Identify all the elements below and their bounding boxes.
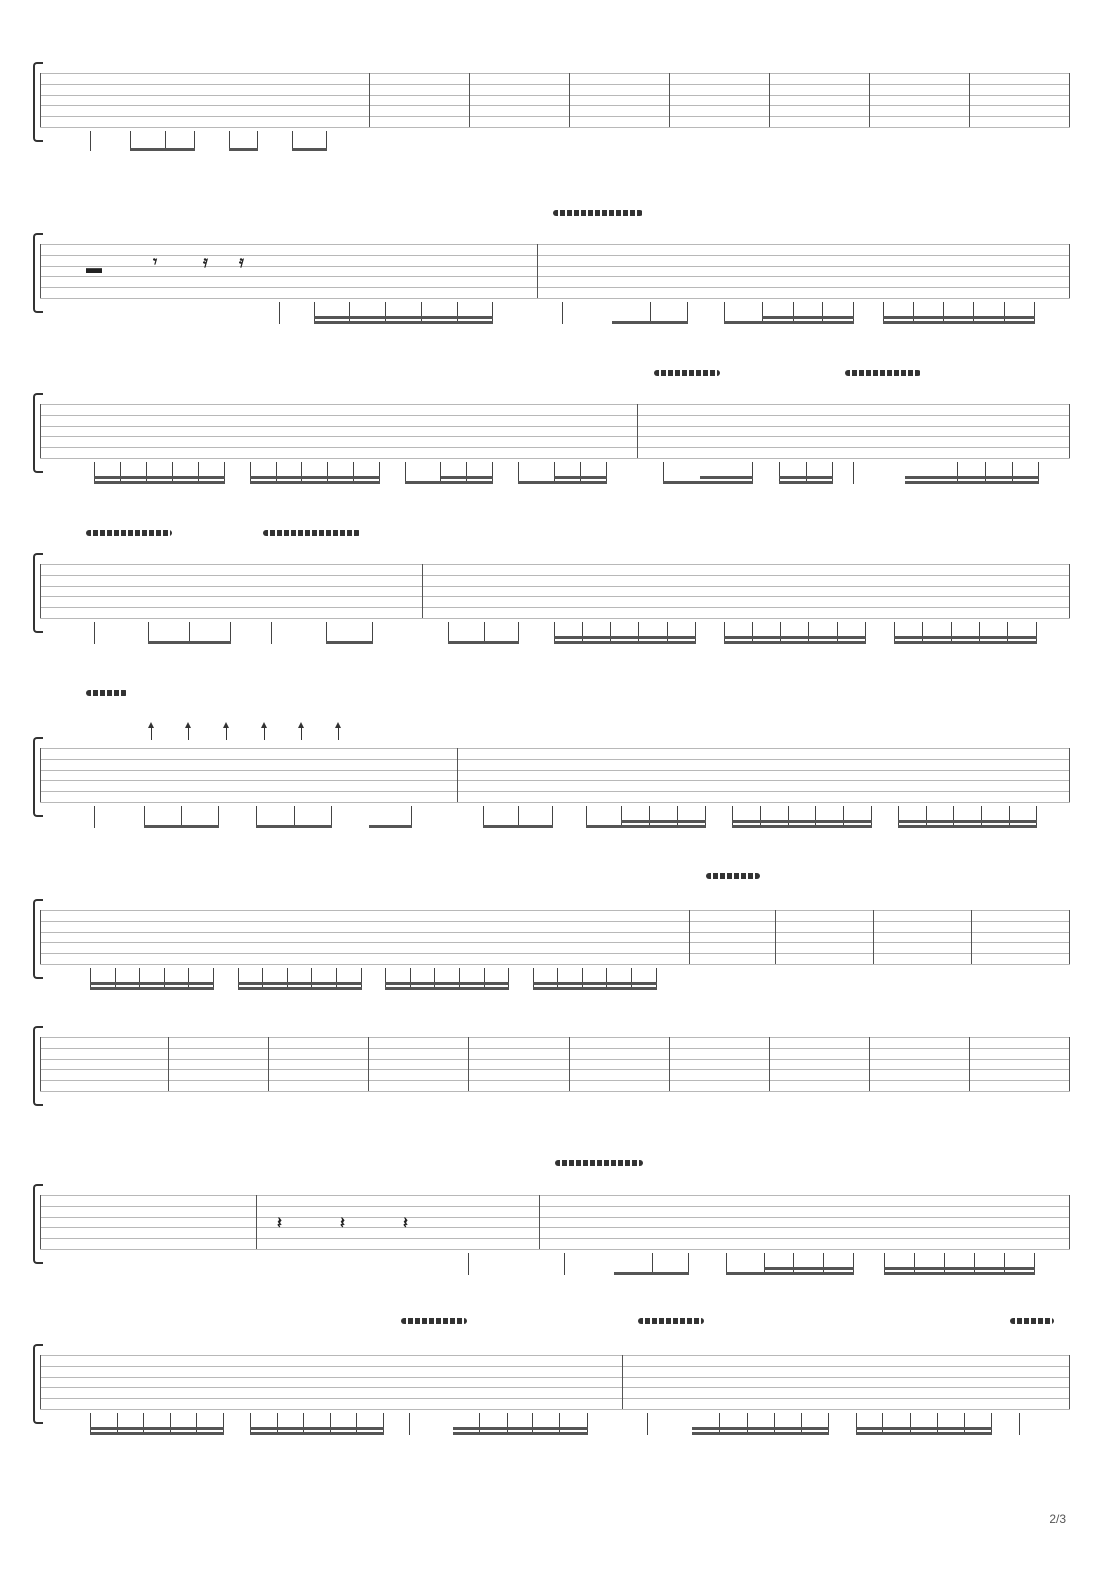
note-beam	[614, 1272, 689, 1275]
note-beam	[533, 982, 657, 985]
note-beam	[732, 825, 872, 828]
vibrato-mark	[86, 530, 172, 536]
staff-line	[40, 607, 1070, 608]
staff-line	[40, 1227, 1070, 1228]
barline	[569, 73, 570, 127]
note-beam	[90, 982, 214, 985]
note-beam	[250, 476, 380, 479]
note-beam	[250, 1432, 384, 1435]
note-beam	[130, 148, 195, 151]
barline	[368, 1037, 369, 1091]
staff-line	[40, 942, 1070, 943]
bend-arrow	[151, 724, 152, 740]
note-beam	[326, 641, 373, 644]
note-stem	[94, 622, 95, 644]
note-beam	[884, 1267, 1035, 1270]
note-beam	[256, 825, 332, 828]
quarter-rest: 𝄽	[403, 1215, 408, 1232]
staff-line	[40, 759, 1070, 760]
barline-start	[40, 1195, 41, 1249]
note-stem	[647, 1413, 648, 1435]
staff-line	[40, 1048, 1070, 1049]
barline-end	[1069, 564, 1070, 618]
note-stem	[409, 1413, 410, 1435]
barline-start	[40, 73, 41, 127]
staff-line	[40, 618, 1070, 619]
note-beam	[554, 481, 607, 484]
note-beam	[724, 641, 866, 644]
note-stem	[468, 1253, 469, 1275]
note-beam	[90, 1432, 224, 1435]
note-stem	[564, 1253, 565, 1275]
staff-brace	[33, 1184, 43, 1264]
staff-line	[40, 276, 1070, 277]
note-beam	[732, 820, 872, 823]
eighth-rest: 𝄾	[153, 254, 158, 271]
staff-line	[40, 1091, 1070, 1092]
note-beam	[385, 982, 509, 985]
note-beam	[621, 825, 706, 828]
staff-brace	[33, 1026, 43, 1106]
note-stem	[853, 462, 854, 484]
staff-line	[40, 791, 1070, 792]
staff-line	[40, 84, 1070, 85]
staff-line	[40, 458, 1070, 459]
barline	[168, 1037, 169, 1091]
note-beam	[724, 636, 866, 639]
note-beam	[762, 316, 854, 319]
note-beam	[453, 1427, 588, 1430]
staff-line	[40, 1249, 1070, 1250]
staff-line	[40, 1355, 1070, 1356]
barline	[669, 1037, 670, 1091]
staff-line	[40, 244, 1070, 245]
vibrato-mark	[555, 1160, 643, 1166]
barline	[569, 1037, 570, 1091]
note-beam	[856, 1427, 992, 1430]
barline	[537, 244, 538, 298]
note-stem	[90, 131, 91, 151]
barline	[969, 1037, 970, 1091]
staff-line	[40, 1387, 1070, 1388]
staff-line	[40, 1398, 1070, 1399]
barline	[769, 73, 770, 127]
barline	[468, 1037, 469, 1091]
bend-arrow	[301, 724, 302, 740]
half-rest: ▬	[86, 260, 102, 277]
staff-line	[40, 1409, 1070, 1410]
barline-end	[1069, 1355, 1070, 1409]
staff-line	[40, 73, 1070, 74]
staff-line	[40, 780, 1070, 781]
barline	[539, 1195, 540, 1249]
note-beam	[554, 641, 696, 644]
barline-start	[40, 404, 41, 458]
staff-line	[40, 436, 1070, 437]
bend-arrow	[264, 724, 265, 740]
note-beam	[238, 987, 362, 990]
note-beam	[764, 1267, 854, 1270]
note-beam	[94, 481, 225, 484]
note-beam	[692, 1432, 829, 1435]
vibrato-mark	[706, 873, 760, 879]
staff-line	[40, 266, 1070, 267]
page-number: 2/3	[1049, 1512, 1066, 1526]
note-beam	[90, 987, 214, 990]
note-beam	[883, 316, 1035, 319]
barline-start	[40, 564, 41, 618]
note-beam	[314, 321, 493, 324]
sixteenth-rest: 𝄿	[239, 254, 244, 271]
note-beam	[905, 476, 1039, 479]
note-beam	[898, 825, 1037, 828]
note-beam	[779, 481, 833, 484]
barline-start	[40, 1037, 41, 1091]
note-beam	[385, 987, 509, 990]
barline	[869, 1037, 870, 1091]
staff-line	[40, 910, 1070, 911]
bend-arrow	[188, 724, 189, 740]
staff-line	[40, 932, 1070, 933]
barline	[268, 1037, 269, 1091]
staff-line	[40, 127, 1070, 128]
barline-start	[40, 910, 41, 964]
staff-line	[40, 1377, 1070, 1378]
staff-line	[40, 586, 1070, 587]
barline	[457, 748, 458, 802]
barline-end	[1069, 910, 1070, 964]
barline	[256, 1195, 257, 1249]
note-beam	[884, 1272, 1035, 1275]
staff-line	[40, 575, 1070, 576]
sixteenth-rest: 𝄿	[203, 254, 208, 271]
note-beam	[764, 1272, 854, 1275]
staff-brace	[33, 1344, 43, 1424]
staff-line	[40, 1069, 1070, 1070]
staff-line	[40, 770, 1070, 771]
note-beam	[762, 321, 854, 324]
vibrato-mark	[263, 530, 361, 536]
bend-arrow	[338, 724, 339, 740]
note-stem	[279, 302, 280, 324]
barline-start	[40, 1355, 41, 1409]
staff-line	[40, 95, 1070, 96]
vibrato-mark	[654, 370, 720, 376]
staff-line	[40, 953, 1070, 954]
vibrato-mark	[401, 1318, 467, 1324]
note-stem	[271, 622, 272, 644]
note-beam	[483, 825, 553, 828]
note-beam	[229, 148, 258, 151]
note-beam	[883, 321, 1035, 324]
barline-end	[1069, 748, 1070, 802]
note-beam	[894, 641, 1037, 644]
barline	[689, 910, 690, 964]
barline	[469, 73, 470, 127]
staff-line	[40, 921, 1070, 922]
note-beam	[612, 321, 688, 324]
staff-line	[40, 447, 1070, 448]
staff-line	[40, 1366, 1070, 1367]
barline	[969, 73, 970, 127]
note-beam	[448, 641, 519, 644]
barline	[775, 910, 776, 964]
staff-line	[40, 748, 1070, 749]
note-stem	[562, 302, 563, 324]
barline	[669, 73, 670, 127]
barline	[869, 73, 870, 127]
barline-end	[1069, 1037, 1070, 1091]
staff-brace	[33, 233, 43, 313]
staff-line	[40, 287, 1070, 288]
staff-line	[40, 1217, 1070, 1218]
staff-brace	[33, 62, 43, 142]
staff-line	[40, 1080, 1070, 1081]
note-beam	[369, 825, 412, 828]
barline	[769, 1037, 770, 1091]
note-beam	[441, 476, 493, 479]
barline-start	[40, 244, 41, 298]
note-beam	[441, 481, 493, 484]
vibrato-mark	[638, 1318, 704, 1324]
barline-end	[1069, 73, 1070, 127]
note-stem	[94, 806, 95, 828]
staff-line	[40, 1037, 1070, 1038]
note-beam	[453, 1432, 588, 1435]
barline	[873, 910, 874, 964]
note-beam	[292, 148, 327, 151]
barline-end	[1069, 244, 1070, 298]
quarter-rest: 𝄽	[277, 1215, 282, 1232]
note-beam	[905, 481, 1039, 484]
staff-line	[40, 404, 1070, 405]
note-beam	[250, 1427, 384, 1430]
staff-brace	[33, 899, 43, 979]
barline	[971, 910, 972, 964]
barline	[637, 404, 638, 458]
staff-line	[40, 415, 1070, 416]
staff-line	[40, 1059, 1070, 1060]
staff-line	[40, 116, 1070, 117]
note-beam	[700, 476, 753, 479]
vibrato-mark	[553, 210, 643, 216]
note-beam	[621, 820, 706, 823]
staff-line	[40, 1195, 1070, 1196]
barline-end	[1069, 404, 1070, 458]
staff-line	[40, 426, 1070, 427]
note-beam	[314, 316, 493, 319]
staff-line	[40, 596, 1070, 597]
note-beam	[779, 476, 833, 479]
note-beam	[148, 641, 231, 644]
staff-line	[40, 105, 1070, 106]
staff-line	[40, 802, 1070, 803]
note-beam	[692, 1427, 829, 1430]
vibrato-mark	[845, 370, 921, 376]
staff-line	[40, 1206, 1070, 1207]
note-beam	[533, 987, 657, 990]
note-stem	[1019, 1413, 1020, 1435]
barline	[422, 564, 423, 618]
note-beam	[90, 1427, 224, 1430]
note-beam	[894, 636, 1037, 639]
note-beam	[700, 481, 753, 484]
vibrato-mark	[86, 690, 128, 696]
note-beam	[856, 1432, 992, 1435]
staff-line	[40, 964, 1070, 965]
barline-end	[1069, 1195, 1070, 1249]
note-beam	[144, 825, 219, 828]
staff-brace	[33, 393, 43, 473]
staff-line	[40, 1238, 1070, 1239]
bend-arrow	[226, 724, 227, 740]
note-beam	[554, 636, 696, 639]
staff-brace	[33, 553, 43, 633]
note-beam	[898, 820, 1037, 823]
note-beam	[250, 481, 380, 484]
staff-line	[40, 298, 1070, 299]
barline	[369, 73, 370, 127]
note-beam	[238, 982, 362, 985]
note-beam	[554, 476, 607, 479]
quarter-rest: 𝄽	[340, 1215, 345, 1232]
barline	[622, 1355, 623, 1409]
staff-brace	[33, 737, 43, 817]
vibrato-mark	[1010, 1318, 1054, 1324]
staff-line	[40, 255, 1070, 256]
barline-start	[40, 748, 41, 802]
note-beam	[94, 476, 225, 479]
staff-line	[40, 564, 1070, 565]
